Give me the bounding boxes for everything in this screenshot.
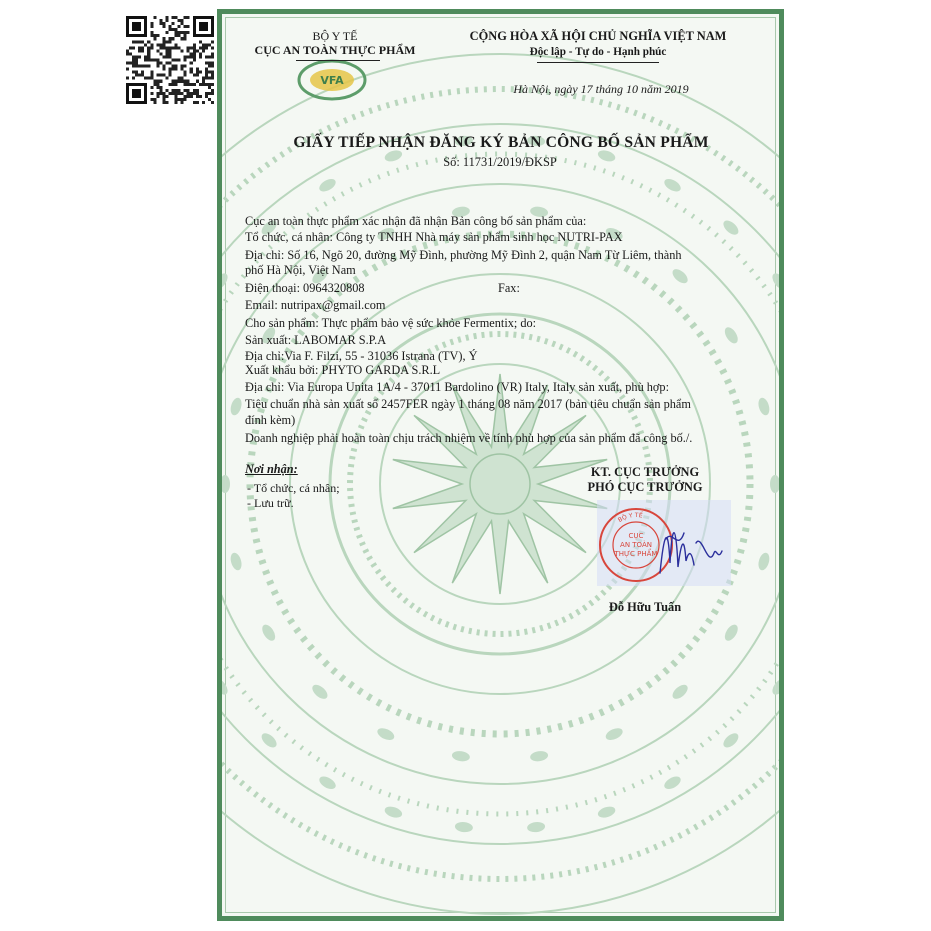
svg-text:THỰC PHẨM: THỰC PHẨM: [614, 550, 658, 558]
body-line: Địa chỉ: Via Europa Unita 1A/4 - 37011 Bardolino (VR) Italy, Italy sản xuất, phù hợp:: [245, 380, 670, 394]
recipient-item: - Tổ chức, cá nhân;: [247, 481, 340, 495]
body-line: Doanh nghiệp phải hoàn toàn chịu trách nhiệm về tính phù hợp của sản phẩm đã công bố./.: [245, 431, 693, 445]
body-line: Cục an toàn thực phẩm xác nhận đã nhận Bản công bố sản phẩm của:: [245, 214, 587, 228]
fax-label: Fax:: [498, 281, 520, 295]
body-line: Tiêu chuẩn nhà sản xuất số 2457FER ngày 1 tháng 08 năm 2017 (bản tiêu chuẩn sản phẩm: [245, 397, 691, 411]
body-line: đính kèm): [245, 413, 296, 427]
official-stamp: [598, 503, 734, 587]
agency-name: CỤC AN TOÀN THỰC PHẨM: [254, 43, 416, 57]
svg-text:BỘ Y TẾ: BỘ Y TẾ: [616, 511, 644, 524]
body-line: Email: nutripax@gmail.com: [245, 298, 386, 312]
body-line: Xuất khẩu bởi: PHYTO GARDA S.R.L: [245, 363, 441, 377]
svg-text:CỤC: CỤC: [628, 532, 644, 540]
svg-text:VFA: VFA: [320, 74, 344, 87]
body-line: Địa chỉ:Via F. Filzi, 55 - 31036 Istrana (TV), Ý: [245, 349, 478, 363]
agency-underline: [296, 60, 380, 61]
vfa-logo: [296, 58, 368, 102]
document-title: GIẤY TIẾP NHẬN ĐĂNG KÝ BẢN CÔNG BỐ SẢN PHẨM: [293, 134, 709, 151]
ministry-name: BỘ Y TẾ: [312, 29, 358, 43]
body-line: Địa chỉ: Số 16, Ngõ 20, đường Mỹ Đình, phường Mỹ Đình 2, quận Nam Từ Liêm, thành: [245, 248, 682, 262]
body-line: phố Hà Nội, Việt Nam: [245, 263, 356, 277]
body-line: Sản xuất: LABOMAR S.P.A: [245, 333, 387, 347]
recipient-item: - Lưu trữ.: [247, 496, 294, 510]
certificate-number: Số: 11731/2019/ĐKSP: [443, 155, 557, 169]
body-line: Cho sản phẩm: Thực phẩm bảo vệ sức khỏe Fermentix; do:: [245, 316, 537, 330]
body-line: Tổ chức, cá nhân: Công ty TNHH Nhà máy sản phẩm sinh học NUTRI-PAX: [245, 230, 623, 244]
recipients-heading: Nơi nhận:: [245, 462, 298, 476]
motto-underline: [537, 62, 659, 63]
signature-role: PHÓ CỤC TRƯỞNG: [587, 480, 703, 494]
signer-name: Đỗ Hữu Tuấn: [608, 600, 682, 614]
national-motto: Độc lập - Tự do - Hạnh phúc: [529, 46, 667, 58]
svg-text:AN TOÀN: AN TOÀN: [620, 541, 652, 549]
republic-heading: CỘNG HÒA XÃ HỘI CHỦ NGHĨA VIỆT NAM: [469, 29, 727, 43]
signature-title: KT. CỤC TRƯỞNG: [590, 465, 700, 479]
place-date: Hà Nội, ngày 17 tháng 10 năm 2019: [513, 82, 689, 96]
qr-code: [126, 16, 214, 104]
handwritten-signature: [660, 533, 722, 573]
body-line: Điện thoại: 0964320808: [245, 281, 365, 295]
